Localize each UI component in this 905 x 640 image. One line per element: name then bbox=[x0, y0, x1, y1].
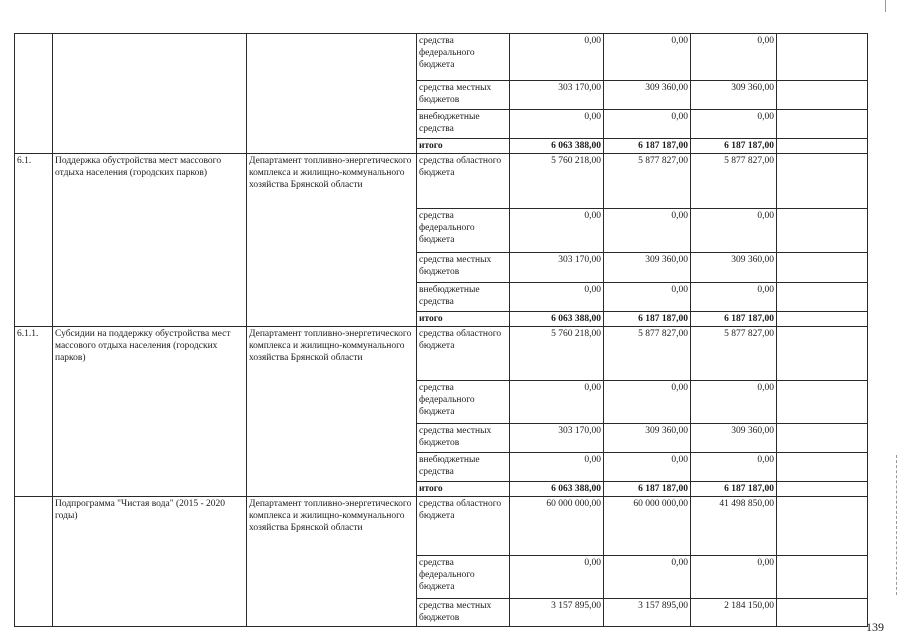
amount-cell-v2018: 60 000 000,00 bbox=[510, 497, 604, 556]
empty-cell bbox=[777, 34, 868, 81]
budget-table bbox=[14, 33, 868, 627]
amount-cell-v2020: 0,00 bbox=[691, 209, 777, 253]
amount-cell-v2020: 0,00 bbox=[691, 283, 777, 312]
table-row bbox=[15, 154, 868, 209]
activity-code-cell: 6.1.1. bbox=[15, 327, 53, 497]
funding-source-cell: средства областного бюджета bbox=[417, 154, 510, 209]
amount-cell-v2019: 5 877 827,00 bbox=[604, 327, 691, 381]
amount-cell-v2019: 3 157 895,00 bbox=[604, 599, 691, 627]
empty-cell bbox=[777, 599, 868, 627]
funding-source-cell: средства областного бюджета bbox=[417, 497, 510, 556]
funding-source-cell: средства федерального бюджета bbox=[417, 34, 510, 81]
empty-cell bbox=[777, 139, 868, 154]
executor-cell: Департамент топливно-энергетического комплекса и жилищно-коммунального хозяйства Брянской области bbox=[247, 327, 417, 497]
funding-source-cell: внебюджетные средства bbox=[417, 283, 510, 312]
funding-source-cell: итого bbox=[417, 482, 510, 497]
executor-cell: Департамент топливно-энергетического комплекса и жилищно-коммунального хозяйства Брянской области bbox=[247, 154, 417, 327]
amount-cell-v2019: 0,00 bbox=[604, 453, 691, 482]
amount-cell-v2018: 303 170,00 bbox=[510, 424, 604, 453]
empty-cell bbox=[777, 312, 868, 327]
amount-cell-v2018: 303 170,00 bbox=[510, 81, 604, 110]
activity-name-cell: Подпрограмма "Чистая вода" (2015 - 2020 годы) bbox=[53, 497, 247, 627]
activity-code-cell: 6.1. bbox=[15, 154, 53, 327]
empty-cell bbox=[777, 556, 868, 599]
amount-cell-v2020: 41 498 850,00 bbox=[691, 497, 777, 556]
funding-source-cell: средства местных бюджетов bbox=[417, 424, 510, 453]
funding-source-cell: итого bbox=[417, 312, 510, 327]
amount-cell-v2020: 5 877 827,00 bbox=[691, 154, 777, 209]
amount-cell-v2018: 0,00 bbox=[510, 556, 604, 599]
amount-cell-v2018: 6 063 388,00 bbox=[510, 482, 604, 497]
funding-source-cell: средства местных бюджетов bbox=[417, 253, 510, 283]
empty-cell bbox=[777, 497, 868, 556]
amount-cell-v2020: 0,00 bbox=[691, 381, 777, 424]
amount-cell-v2020: 0,00 bbox=[691, 110, 777, 139]
amount-cell-v2019: 0,00 bbox=[604, 556, 691, 599]
amount-cell-v2020: 309 360,00 bbox=[691, 424, 777, 453]
empty-cell bbox=[777, 81, 868, 110]
table-row bbox=[15, 34, 868, 81]
empty-cell bbox=[777, 424, 868, 453]
amount-cell-v2018: 0,00 bbox=[510, 209, 604, 253]
empty-cell bbox=[777, 482, 868, 497]
table-row bbox=[15, 327, 868, 381]
page-number: 139 bbox=[866, 620, 884, 634]
amount-cell-v2018: 5 760 218,00 bbox=[510, 154, 604, 209]
empty-cell bbox=[777, 381, 868, 424]
amount-cell-v2020: 0,00 bbox=[691, 453, 777, 482]
amount-cell-v2020: 0,00 bbox=[691, 556, 777, 599]
funding-source-cell: внебюджетные средства bbox=[417, 453, 510, 482]
amount-cell-v2019: 6 187 187,00 bbox=[604, 482, 691, 497]
empty-cell bbox=[777, 453, 868, 482]
amount-cell-v2019: 60 000 000,00 bbox=[604, 497, 691, 556]
funding-source-cell: внебюджетные средства bbox=[417, 110, 510, 139]
funding-source-cell: средства федерального бюджета bbox=[417, 556, 510, 599]
amount-cell-v2019: 309 360,00 bbox=[604, 424, 691, 453]
funding-source-cell: итого bbox=[417, 139, 510, 154]
amount-cell-v2020: 6 187 187,00 bbox=[691, 482, 777, 497]
amount-cell-v2019: 0,00 bbox=[604, 110, 691, 139]
funding-source-cell: средства федерального бюджета bbox=[417, 381, 510, 424]
amount-cell-v2018: 0,00 bbox=[510, 453, 604, 482]
activity-code-cell bbox=[15, 34, 53, 154]
amount-cell-v2020: 2 184 150,00 bbox=[691, 599, 777, 627]
amount-cell-v2018: 5 760 218,00 bbox=[510, 327, 604, 381]
amount-cell-v2018: 0,00 bbox=[510, 34, 604, 81]
executor-cell: Департамент топливно-энергетического комплекса и жилищно-коммунального хозяйства Брянской области bbox=[247, 497, 417, 627]
activity-name-cell bbox=[53, 34, 247, 154]
amount-cell-v2019: 0,00 bbox=[604, 34, 691, 81]
amount-cell-v2018: 0,00 bbox=[510, 110, 604, 139]
amount-cell-v2018: 3 157 895,00 bbox=[510, 599, 604, 627]
amount-cell-v2018: 303 170,00 bbox=[510, 253, 604, 283]
amount-cell-v2019: 0,00 bbox=[604, 209, 691, 253]
funding-source-cell: средства федерального бюджета bbox=[417, 209, 510, 253]
empty-cell bbox=[777, 327, 868, 381]
amount-cell-v2019: 0,00 bbox=[604, 381, 691, 424]
scan-artifact bbox=[885, 0, 886, 12]
amount-cell-v2018: 0,00 bbox=[510, 381, 604, 424]
amount-cell-v2018: 6 063 388,00 bbox=[510, 139, 604, 154]
empty-cell bbox=[777, 110, 868, 139]
empty-cell bbox=[777, 253, 868, 283]
amount-cell-v2020: 6 187 187,00 bbox=[691, 139, 777, 154]
amount-cell-v2020: 309 360,00 bbox=[691, 81, 777, 110]
empty-cell bbox=[777, 283, 868, 312]
activity-code-cell bbox=[15, 497, 53, 627]
amount-cell-v2019: 6 187 187,00 bbox=[604, 139, 691, 154]
amount-cell-v2018: 0,00 bbox=[510, 283, 604, 312]
funding-source-cell: средства местных бюджетов bbox=[417, 81, 510, 110]
amount-cell-v2020: 6 187 187,00 bbox=[691, 312, 777, 327]
amount-cell-v2019: 0,00 bbox=[604, 283, 691, 312]
funding-source-cell: средства местных бюджетов bbox=[417, 599, 510, 627]
executor-cell bbox=[247, 34, 417, 154]
amount-cell-v2019: 309 360,00 bbox=[604, 253, 691, 283]
amount-cell-v2019: 309 360,00 bbox=[604, 81, 691, 110]
funding-source-cell: средства областного бюджета bbox=[417, 327, 510, 381]
amount-cell-v2020: 309 360,00 bbox=[691, 253, 777, 283]
amount-cell-v2020: 0,00 bbox=[691, 34, 777, 81]
empty-cell bbox=[777, 209, 868, 253]
activity-name-cell: Поддержка обустройства мест массового отдыха населения (городских парков) bbox=[53, 154, 247, 327]
scan-artifact bbox=[896, 455, 899, 595]
amount-cell-v2018: 6 063 388,00 bbox=[510, 312, 604, 327]
empty-cell bbox=[777, 154, 868, 209]
amount-cell-v2019: 5 877 827,00 bbox=[604, 154, 691, 209]
activity-name-cell: Субсидии на поддержку обустройства мест массового отдыха населения (городских парков) bbox=[53, 327, 247, 497]
amount-cell-v2020: 5 877 827,00 bbox=[691, 327, 777, 381]
table-row bbox=[15, 497, 868, 556]
amount-cell-v2019: 6 187 187,00 bbox=[604, 312, 691, 327]
